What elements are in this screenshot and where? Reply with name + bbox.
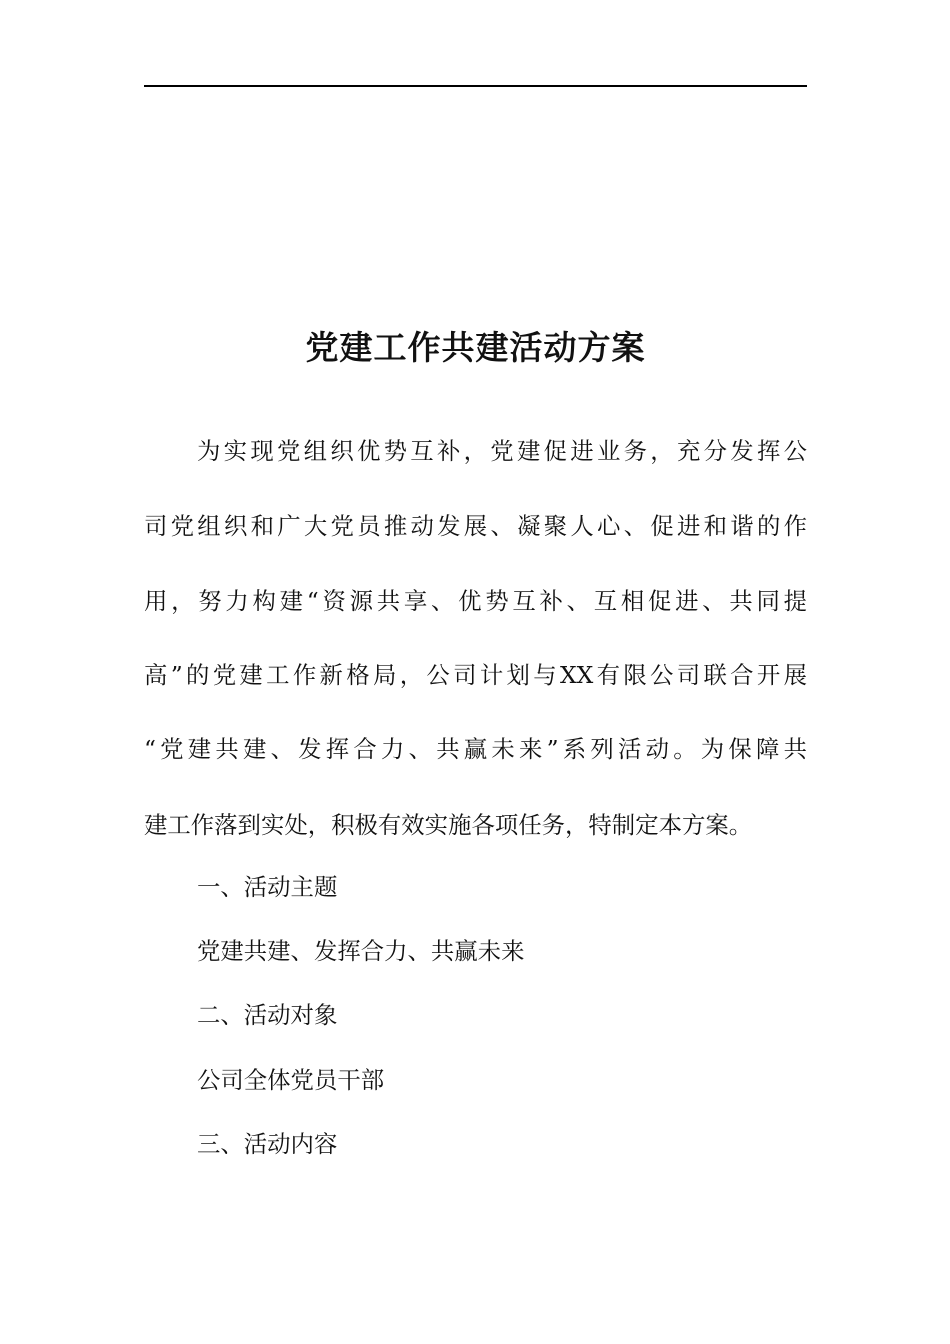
intro-line-6: 建工作落到实处，积极有效实施各项任务，特制定本方案。 bbox=[144, 811, 753, 839]
document-title: 党建工作共建活动方案 bbox=[305, 328, 646, 367]
header-rule bbox=[144, 85, 807, 87]
intro-line-3: 用，努力构建“资源共享、优势互补、互相促进、共同提 bbox=[144, 587, 807, 615]
intro-line-4: 高”的党建工作新格局，公司计划与XX有限公司联合开展 bbox=[144, 661, 807, 689]
intro-line-1: 为实现党组织优势互补，党建促进业务，充分发挥公 bbox=[197, 437, 807, 465]
intro-line-2: 司党组织和广大党员推动发展、凝聚人心、促进和谐的作 bbox=[144, 512, 807, 540]
intro-line-5: “党建共建、发挥合力、共赢未来”系列活动。为保障共 bbox=[144, 735, 807, 763]
section-heading-2: 二、活动对象 bbox=[197, 1001, 338, 1029]
section-body-1: 党建共建、发挥合力、共赢未来 bbox=[197, 937, 525, 965]
section-body-2: 公司全体党员干部 bbox=[197, 1066, 385, 1094]
section-heading-3: 三、活动内容 bbox=[197, 1130, 338, 1158]
section-heading-1: 一、活动主题 bbox=[197, 873, 338, 901]
